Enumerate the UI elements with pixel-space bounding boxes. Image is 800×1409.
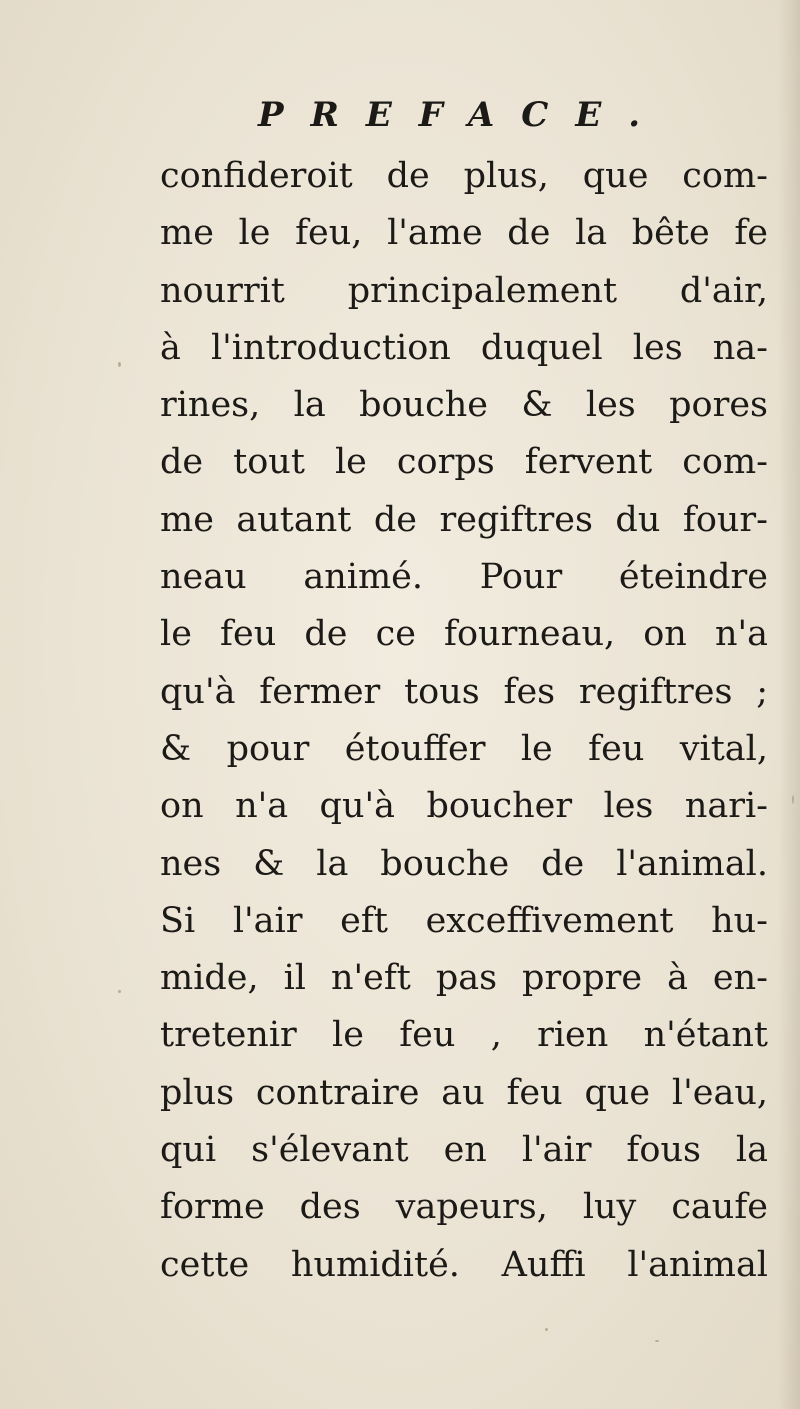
paper-speck — [655, 1340, 659, 1342]
text-line-content: nes & la bouche de l'animal. — [160, 843, 768, 884]
text-line-content: me autant de regiftres du four- — [160, 499, 768, 540]
text-line-content: mide, il n'eft pas propre à en- — [160, 958, 768, 999]
paper-speck — [118, 990, 121, 993]
text-line — [160, 606, 768, 663]
text-line — [160, 434, 768, 491]
running-head: PREFACE. — [258, 95, 668, 135]
text-line-content: qu'à fermer tous fes regiftres ; — [160, 671, 768, 712]
text-line — [160, 721, 768, 778]
text-line-content: de tout le corps fervent com- — [160, 442, 768, 483]
text-line — [160, 664, 768, 721]
text-line — [160, 1122, 768, 1179]
text-line — [160, 377, 768, 434]
text-line — [160, 1179, 768, 1236]
text-line — [160, 778, 768, 835]
text-line-content: forme des vapeurs, luy caufe — [160, 1187, 768, 1228]
text-line — [160, 492, 768, 549]
text-line — [160, 148, 768, 205]
page-edge-shadow — [778, 0, 800, 1409]
text-line — [160, 320, 768, 377]
text-line — [160, 263, 768, 320]
text-line-content: cette humidité. Auffi l'animal — [160, 1244, 768, 1285]
text-line — [160, 1237, 768, 1294]
text-line-content: qui s'élevant en l'air fous la — [160, 1130, 768, 1171]
text-line — [160, 893, 768, 950]
text-line-content: neau animé. Pour éteindre — [160, 557, 768, 598]
text-line-content: tretenir le feu , rien n'étant — [160, 1015, 768, 1056]
text-line-content: Si l'air eft exceffivement hu- — [160, 900, 768, 941]
text-line-content: & pour étouffer le feu vital, — [160, 728, 768, 769]
text-line — [160, 1007, 768, 1064]
text-line-content: le feu de ce fourneau, on n'a — [160, 614, 768, 655]
paper-speck — [545, 1328, 548, 1331]
body-text — [160, 148, 768, 1294]
text-line — [160, 549, 768, 606]
text-line — [160, 950, 768, 1007]
text-line-content: à l'introduction duquel les na- — [160, 327, 768, 368]
text-line — [160, 1065, 768, 1122]
paper-speck — [792, 795, 794, 804]
paper-speck — [118, 362, 121, 367]
text-line-content: nourrit principalement d'air, — [160, 270, 768, 311]
text-line-content: on n'a qu'à boucher les nari- — [160, 786, 768, 827]
text-line — [160, 205, 768, 262]
text-line-content: confideroit de plus, que com- — [160, 156, 768, 196]
text-line-content: rines, la bouche & les pores — [160, 385, 768, 426]
text-line-content: plus contraire au feu que l'eau, — [160, 1072, 768, 1113]
text-line — [160, 836, 768, 893]
text-line-content: me le feu, l'ame de la bête fe — [160, 213, 768, 254]
